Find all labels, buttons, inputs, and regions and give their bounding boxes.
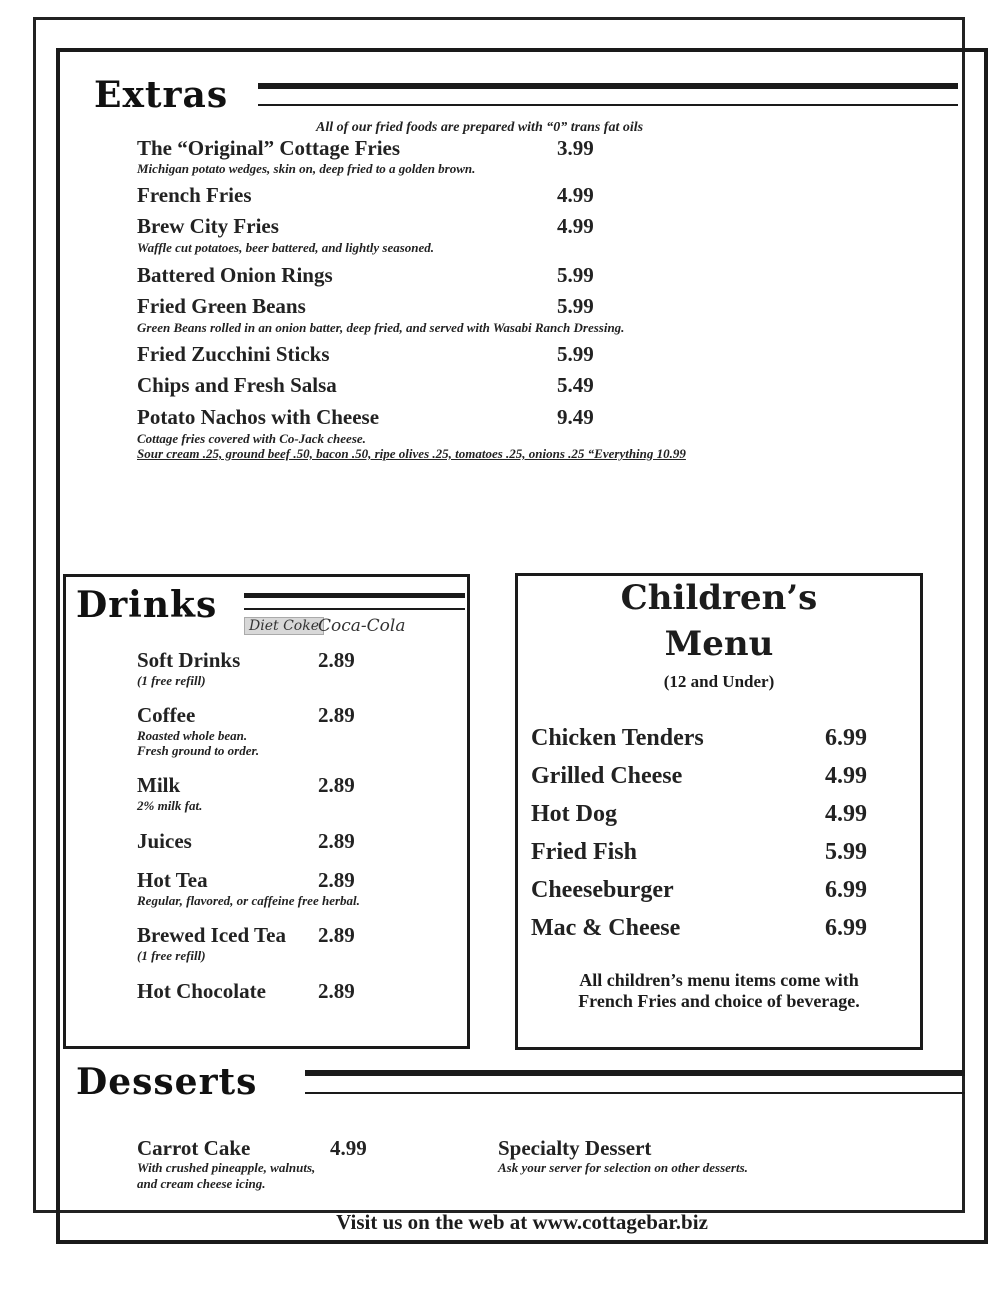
childrens-item-name: Grilled Cheese: [531, 763, 683, 789]
drinks-item-price: 2.89: [318, 868, 355, 892]
desserts-rule-thin: [305, 1092, 965, 1094]
extras-item-price: 5.99: [557, 342, 594, 366]
childrens-item-name: Mac & Cheese: [531, 915, 681, 941]
drinks-rule-thin: [244, 608, 465, 610]
drinks-box: [63, 574, 470, 1049]
extras-note: All of our fried foods are prepared with “0” trans fat oils: [316, 120, 644, 135]
extras-item-desc: Michigan potato wedges, skin on, deep fried to a golden brown.: [137, 161, 476, 176]
childrens-subtitle: (12 and Under): [663, 672, 775, 691]
extras-item-desc: Green Beans rolled in an onion batter, deep fried, and served with Wasabi Ranch Dressing.: [137, 320, 625, 335]
childrens-item-name: Hot Dog: [531, 801, 617, 827]
drinks-item-price: 2.89: [318, 703, 355, 727]
drinks-item-price: 2.89: [318, 979, 355, 1003]
extras-title: Extras: [94, 74, 229, 116]
drinks-title: Drinks: [76, 584, 218, 626]
extras-addons: Sour cream .25, ground beef .50, bacon .50, ripe olives .25, tomatoes .25, onions .25 “Everything 10.99: [137, 446, 686, 461]
coca-cola-logo: Coca-Cola: [318, 616, 406, 636]
desserts-item-desc: With crushed pineapple, walnuts,: [137, 1160, 316, 1175]
drinks-item-desc: (1 free refill): [137, 948, 206, 963]
drinks-item-desc: 2% milk fat.: [137, 798, 203, 813]
drinks-rule-thick: [244, 593, 465, 598]
drinks-item-desc: Fresh ground to order.: [137, 743, 260, 758]
drinks-item-price: 2.89: [318, 923, 355, 947]
extras-item-name: Fried Zucchini Sticks: [137, 342, 330, 366]
desserts-title: Desserts: [76, 1061, 258, 1103]
extras-item-name: Potato Nachos with Cheese: [137, 405, 380, 429]
childrens-item-name: Chicken Tenders: [531, 725, 704, 751]
childrens-footer-line2: French Fries and choice of beverage.: [578, 991, 860, 1011]
extras-item-price: 9.49: [557, 405, 594, 429]
extras-item-name: Brew City Fries: [137, 214, 279, 238]
website-link[interactable]: Visit us on the web at www.cottagebar.biz: [336, 1210, 708, 1234]
childrens-item-price: 5.99: [825, 839, 867, 865]
drinks-item-price: 2.89: [318, 829, 355, 853]
drinks-item-desc: Regular, flavored, or caffeine free herbal.: [137, 893, 360, 908]
drinks-item-name: Juices: [137, 829, 192, 853]
extras-item-desc: Cottage fries covered with Co-Jack cheese.: [137, 431, 366, 446]
childrens-title-line1: Children’s: [620, 578, 818, 618]
extras-item-name: The “Original” Cottage Fries: [137, 136, 401, 160]
childrens-item-name: Cheeseburger: [531, 877, 674, 903]
extras-item-price: 5.99: [557, 294, 594, 318]
drinks-item-price: 2.89: [318, 648, 355, 672]
desserts-rule-thick: [305, 1070, 965, 1076]
childrens-item-price: 6.99: [825, 877, 867, 903]
extras-rule-thick: [258, 83, 958, 89]
desserts-item-desc: and cream cheese icing.: [137, 1176, 266, 1191]
extras-rule-thin: [258, 104, 958, 106]
extras-item-desc: Waffle cut potatoes, beer battered, and lightly seasoned.: [137, 240, 435, 255]
extras-item-name: Fried Green Beans: [137, 294, 306, 318]
drinks-item-price: 2.89: [318, 773, 355, 797]
drinks-item-name: Hot Chocolate: [137, 979, 266, 1003]
extras-item-price: 4.99: [557, 183, 594, 207]
drinks-item-desc: Roasted whole bean.: [137, 728, 248, 743]
drinks-item-name: Coffee: [137, 703, 196, 727]
desserts-item-name: Carrot Cake: [137, 1136, 251, 1160]
extras-item-name: Battered Onion Rings: [137, 263, 333, 287]
drinks-item-desc: (1 free refill): [137, 673, 206, 688]
drinks-item-name: Brewed Iced Tea: [137, 923, 286, 947]
desserts-item-price: 4.99: [330, 1136, 367, 1160]
extras-item-price: 3.99: [557, 136, 594, 160]
drinks-item-name: Milk: [137, 773, 181, 797]
childrens-item-price: 6.99: [825, 725, 867, 751]
extras-item-name: French Fries: [137, 183, 252, 207]
drinks-item-name: Hot Tea: [137, 868, 208, 892]
desserts-item-name: Specialty Dessert: [498, 1136, 652, 1160]
extras-item-price: 5.99: [557, 263, 594, 287]
extras-item-price: 4.99: [557, 214, 594, 238]
childrens-item-price: 6.99: [825, 915, 867, 941]
drinks-item-name: Soft Drinks: [137, 648, 241, 672]
childrens-title-line2: Menu: [664, 624, 774, 664]
childrens-item-price: 4.99: [825, 801, 867, 827]
extras-item-name: Chips and Fresh Salsa: [137, 373, 337, 397]
childrens-item-price: 4.99: [825, 763, 867, 789]
diet-coke-logo: Diet Coke: [244, 617, 324, 635]
childrens-footer-line1: All children’s menu items come with: [579, 970, 859, 990]
childrens-item-name: Fried Fish: [531, 839, 637, 865]
extras-item-price: 5.49: [557, 373, 594, 397]
desserts-item-desc: Ask your server for selection on other desserts.: [498, 1160, 748, 1175]
